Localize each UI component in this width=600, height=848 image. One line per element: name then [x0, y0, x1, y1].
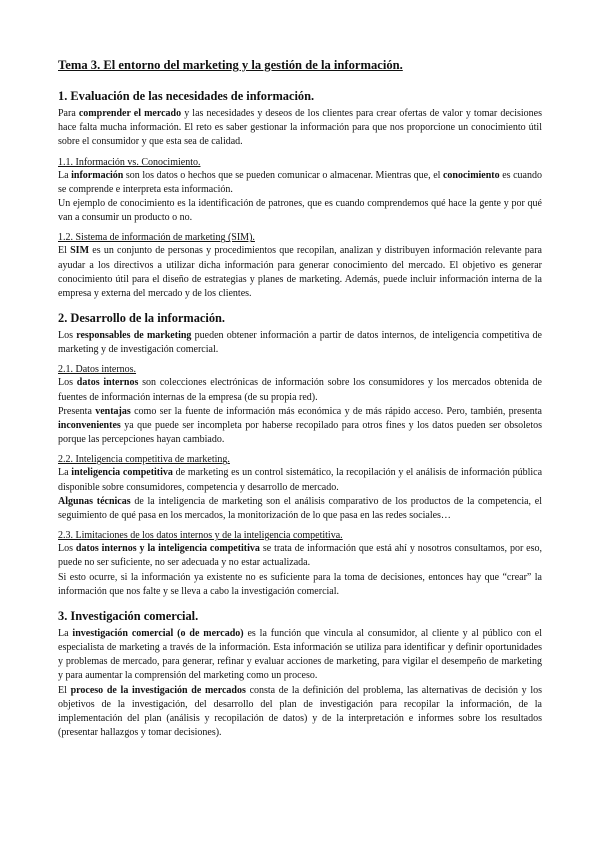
text-run: Presenta [58, 405, 96, 417]
text-run: Los [58, 377, 77, 389]
bold-text: información [71, 169, 124, 181]
bold-text: investigación comercial (o de mercado) [72, 627, 244, 639]
paragraph [58, 495, 542, 523]
paragraph [58, 571, 542, 599]
text-run: Para [58, 108, 79, 119]
bold-text: responsables de marketing [76, 330, 192, 342]
subsection-heading: 1.2. Sistema de información de marketing (SIM). [58, 232, 255, 244]
bold-text: SIM [70, 245, 90, 257]
subsection-heading: 2.3. Limitaciones de los datos internos y de la inteligencia competitiva. [58, 530, 343, 542]
text-run: ya que puede ser incompleta por haberse recopilado para otros fines y los datos pueden ser obsoletos porque las percepciones hayan cambiado. [58, 420, 542, 446]
paragraph [58, 107, 542, 150]
section-spacer [58, 599, 542, 603]
subsection-heading: 2.1. Datos internos. [58, 364, 137, 376]
text-run: La [58, 627, 73, 639]
paragraph [58, 466, 542, 494]
paragraph [58, 197, 542, 225]
document-body [58, 89, 542, 744]
bold-text: ventajas [95, 405, 131, 417]
text-run: Un ejemplo de conocimiento es la identificación de patrones, que es cuando comprendemos qué hace la gente y por qué van a consumir un producto o no. [58, 197, 542, 224]
section-heading: 2. Desarrollo de la información. [58, 311, 226, 326]
section-heading: 3. Investigación comercial. [58, 608, 199, 623]
bold-text: conocimiento [442, 169, 500, 181]
text-run: Si esto ocurre, si la información ya existente no es suficiente para la toma de decisiones, entonces hay que “crear” la información que nos falte y se lleva a cabo la investigación comercial. [58, 571, 542, 597]
bold-text: proceso de la investigación de mercados [70, 684, 246, 696]
text-run: El [58, 684, 71, 696]
paragraph [58, 376, 542, 404]
paragraph [58, 684, 542, 741]
text-run: de marketing es un control sistemático, la recopilación y el análisis de información pública disponible sobre consumidores, competencia y desarrollo de mercado. [58, 467, 543, 493]
text-run: La [58, 467, 72, 479]
bold-text: inteligencia competitiva [71, 467, 173, 479]
text-run: La [58, 169, 72, 181]
document-title: Tema 3. El entorno del marketing y la gestión de la información. [58, 58, 403, 72]
text-run: El [58, 245, 71, 257]
bold-text: comprender el mercado [78, 108, 182, 119]
paragraph [58, 542, 542, 570]
bold-text: datos internos y la inteligencia competitiva [75, 543, 260, 555]
text-run: consta de la definición del problema, las alternativas de decisión y los objetivos de la investigación, del desarrollo del plan de investigación para recopilar la información, de la implementación del plan (análisis y recopilación de datos) y de la interpretación e informes sobre los resultados (presentar hallazgos y tomar decisiones). [58, 684, 543, 739]
text-run: Los [58, 330, 77, 342]
subsection-heading: 2.2. Inteligencia competitiva de marketing. [58, 454, 230, 466]
text-run: son los datos o hechos que se pueden comunicar o almacenar. Mientras que, el [123, 169, 443, 181]
text-run: como ser la fuente de información más económica y de más rápido acceso. Pero, también, presenta [130, 405, 542, 417]
text-run: es un conjunto de personas y procedimientos que recopilan, analizan y distribuyen información relevante para ayudar a los directivos a utilizar dicha información para generar conocimiento del mercado. El objetivo es generar conocimiento útil para el diseño de estrategias y planes de marketing. Además, puede incluir información interna de la empresa y externa del mercado y de los clientes. [58, 245, 542, 299]
paragraph [58, 169, 542, 197]
bold-text: inconvenientes [58, 420, 121, 431]
text-run: y las necesidades y deseos de los clientes para crear ofertas de valor y tomar decisiones hace falta mucha información. El reto es saber gestionar la información para que nos proporcione un conocimiento útil sobre el consumidor y que esta sea de calidad. [58, 108, 542, 148]
text-run: Los [58, 543, 76, 555]
paragraph [58, 329, 542, 357]
bold-text: Algunas técnicas [58, 495, 131, 507]
text-run: se trata de información que está ahí y nosotros consultamos, por eso, puede no ser suficiente, no ser adecuada y no estar actualizada. [58, 543, 543, 569]
paragraph [58, 627, 542, 684]
subsection-heading: 1.1. Información vs. Conocimiento. [58, 156, 201, 168]
section-spacer [58, 301, 542, 305]
bold-text: datos internos [76, 377, 139, 389]
text-run: es cuando se comprende e interpreta esta información. [58, 169, 542, 195]
paragraph [58, 405, 542, 448]
paragraph [58, 244, 542, 301]
section-spacer [58, 740, 542, 744]
text-run: son colecciones electrónicas de información sobre los consumidores y los mercados obtenida de fuentes de información internas de la empresa (de su propia red). [58, 377, 542, 403]
text-run: de la inteligencia de marketing son el análisis comparativo de los productos de la competencia, el seguimiento de qué pasa en los mercados, la monitorización de lo que pasa en las redes sociales… [58, 495, 542, 521]
text-run: es la función que vincula al consumidor, al cliente y al público con el especialista de marketing a través de la información. Esta información se utiliza para identificar y definir oportunidades y problemas de mercado, para generar, refinar y evaluar acciones de marketing, para vigilar el desempeño de marketing y para aumentar la comprensión del marketing como un proceso. [58, 627, 543, 682]
text-run: pueden obtener información a partir de datos internos, de inteligencia competitiva de marketing y de investigación comercial. [58, 330, 542, 356]
section-heading: 1. Evaluación de las necesidades de información. [58, 89, 315, 103]
